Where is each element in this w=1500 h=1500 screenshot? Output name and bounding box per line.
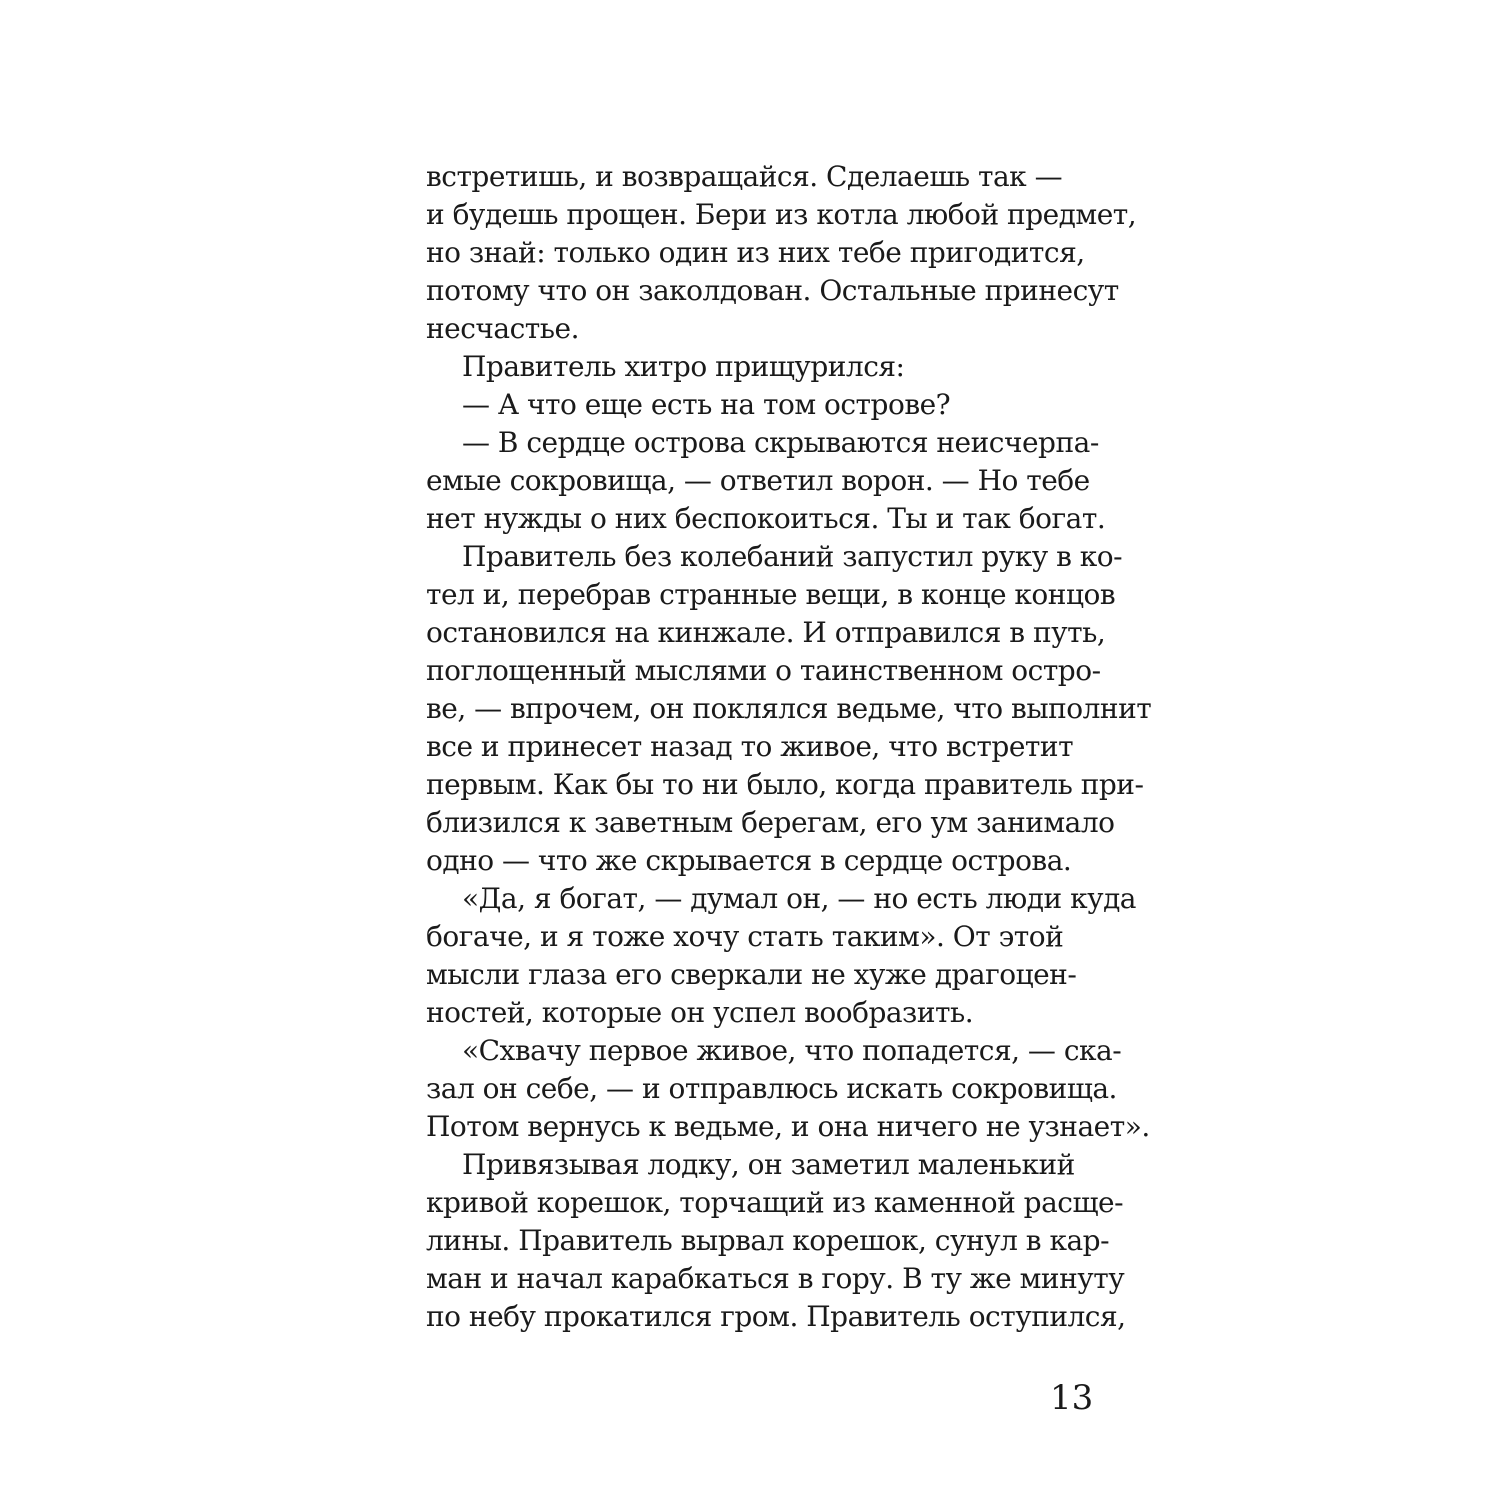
text-line: Привязывая лодку, он заметил маленький [462,1148,1075,1181]
page-number: 13 [1050,1378,1094,1418]
text-line: тел и, перебрав странные вещи, в конце концов [426,578,1116,611]
text-line: по небу прокатился гром. Правитель оступился, [426,1300,1126,1333]
text-line: близился к заветным берегам, его ум занимало [426,806,1115,839]
text-line: лины. Правитель вырвал корешок, сунул в кар- [426,1224,1110,1257]
text-line: Правитель без колебаний запустил руку в ко- [462,540,1123,573]
text-line: потому что он заколдован. Остальные принесут [426,274,1119,307]
text-line: кривой корешок, торчащий из каменной расще- [426,1186,1124,1219]
text-line: Правитель хитро прищурился: [462,350,905,383]
text-line: — В сердце острова скрываются неисчерпа- [462,426,1099,459]
text-line: богаче, и я тоже хочу стать таким». От этой [426,920,1064,953]
text-line: несчастье. [426,312,580,345]
text-line: поглощенный мыслями о таинственном остро- [426,654,1101,687]
text-line: все и принесет назад то живое, что встретит [426,730,1074,763]
text-line: ностей, которые он успел вообразить. [426,996,974,1029]
text-line: ман и начал карабкаться в гору. В ту же минуту [426,1262,1125,1295]
text-line: «Схвачу первое живое, что попадется, — ска- [462,1034,1122,1067]
body-text [426,158,1152,1336]
text-line: «Да, я богат, — думал он, — но есть люди куда [462,882,1136,915]
text-line: встретишь, и возвращайся. Сделаешь так — [426,160,1063,193]
text-line: — А что еще есть на том острове? [462,388,951,421]
text-line: зал он себе, — и отправлюсь искать сокровища. [426,1072,1117,1105]
text-line: остановился на кинжале. И отправился в путь, [426,616,1106,649]
text-line: мысли глаза его сверкали не хуже драгоцен- [426,958,1077,991]
text-line: нет нужды о них беспокоиться. Ты и так богат. [426,502,1106,535]
text-line: и будешь прощен. Бери из котла любой предмет, [426,198,1137,231]
text-line: ве, — впрочем, он поклялся ведьме, что выполнит [426,692,1152,725]
text-line: одно — что же скрывается в сердце острова. [426,844,1072,877]
text-line: но знай: только один из них тебе пригодится, [426,236,1085,269]
text-line: первым. Как бы то ни было, когда правитель при- [426,768,1144,801]
text-line: емые сокровища, — ответил ворон. — Но тебе [426,464,1090,497]
text-line: Потом вернусь к ведьме, и она ничего не узнает». [426,1110,1150,1143]
